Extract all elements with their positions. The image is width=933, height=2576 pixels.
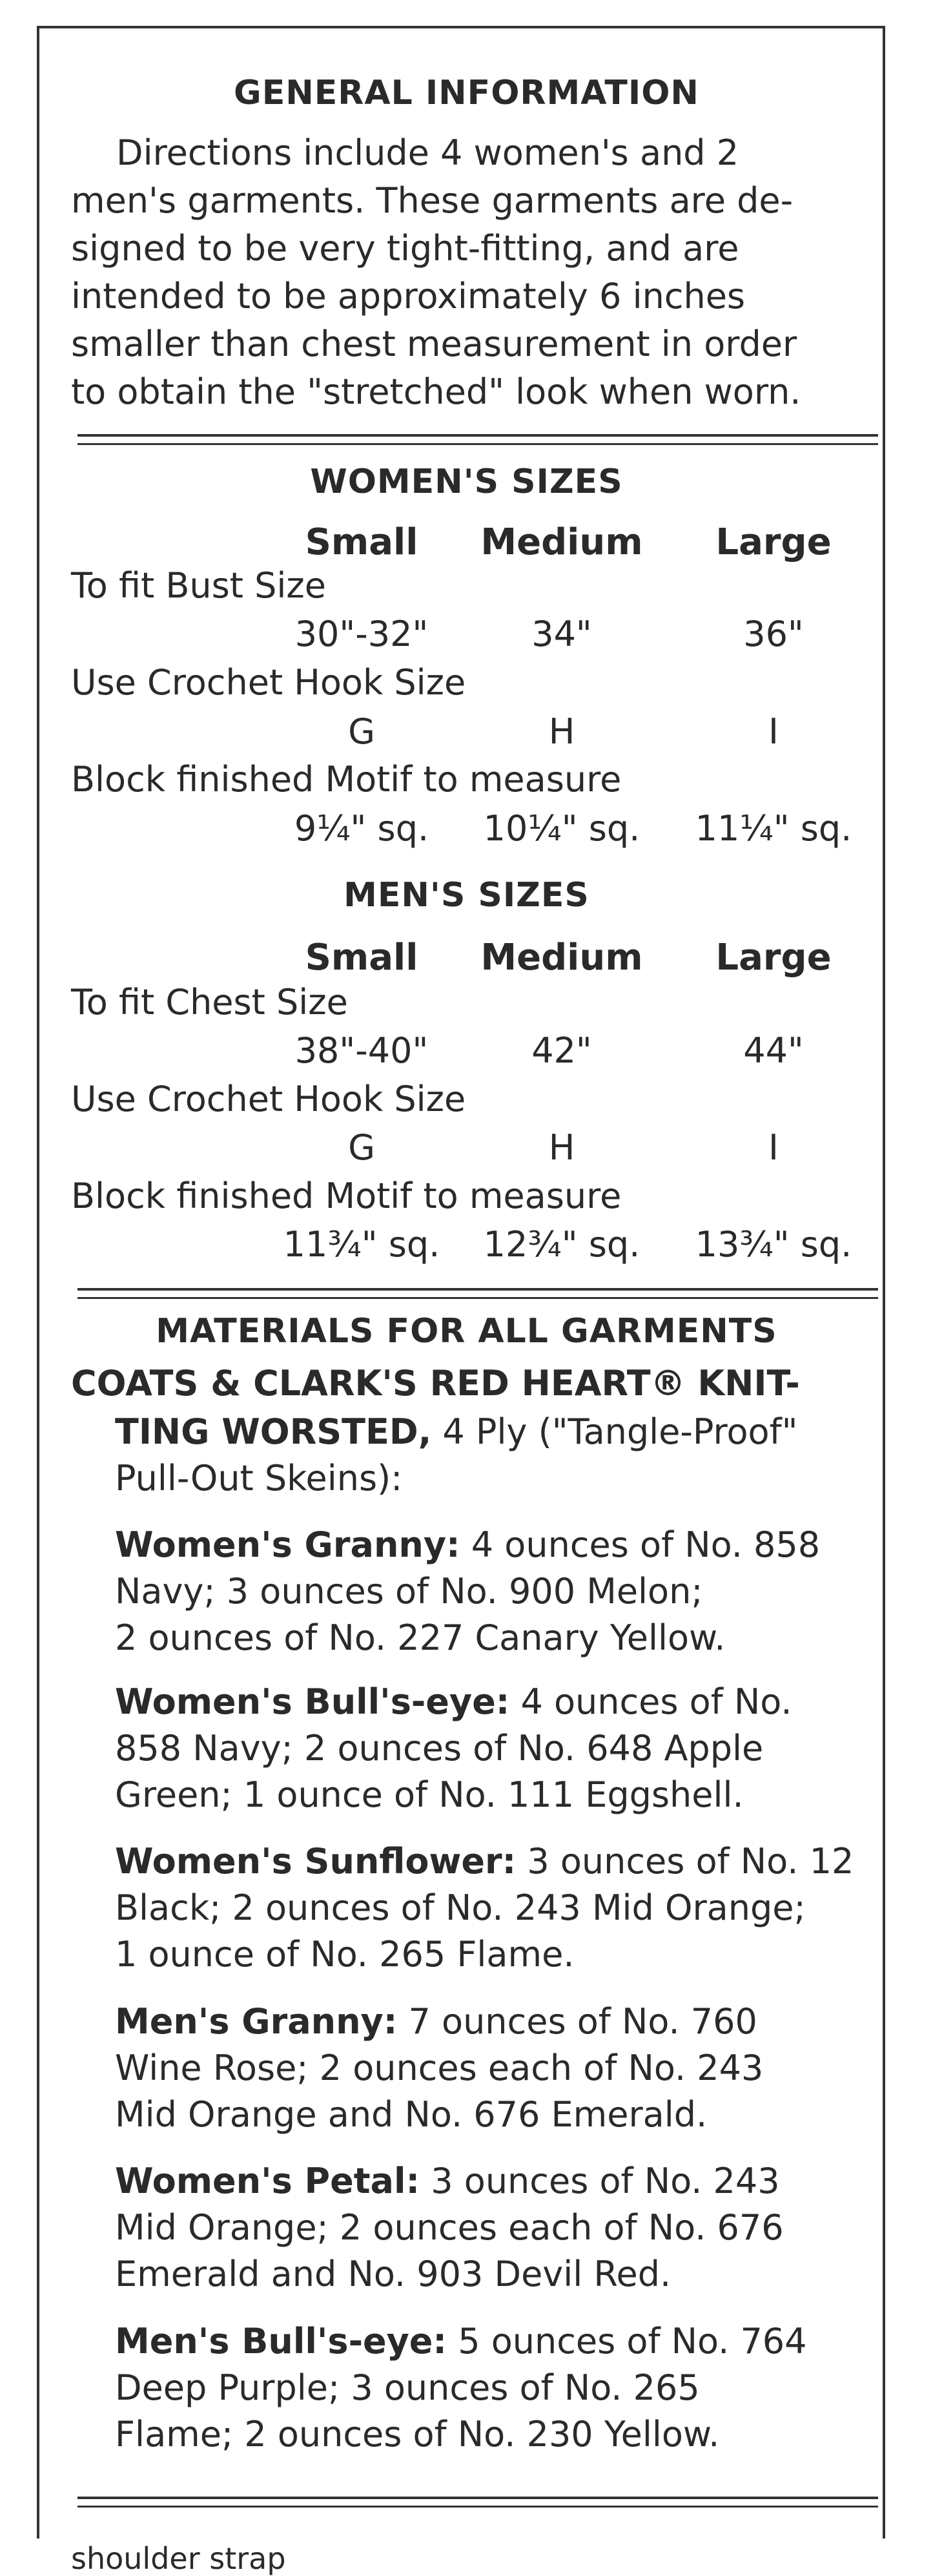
women-row-value: 36": [743, 614, 804, 654]
women-col-medium: Medium: [480, 521, 643, 563]
material-item-text: 5 ounces of No. 764: [447, 2321, 807, 2362]
men-row-value: 12¾" sq.: [483, 1224, 641, 1265]
women-row-value: 30"-32": [294, 614, 429, 654]
material-item-line: Emerald and No. 903 Devil Red.: [115, 2254, 672, 2294]
men-col-small: Small: [305, 937, 418, 979]
footer-cut-text: shoulder strap: [71, 2541, 286, 2576]
men-row-label: Block finished Motif to measure: [71, 1176, 622, 1216]
men-col-medium: Medium: [480, 937, 643, 979]
divider-rule: [77, 434, 878, 437]
general-line-5: smaller than chest measurement in order: [71, 324, 797, 364]
women-row-value: G: [348, 711, 375, 752]
men-row-value: 13¾" sq.: [695, 1224, 852, 1265]
women-row-label: Use Crochet Hook Size: [71, 662, 466, 703]
men-row-value: 42": [531, 1030, 592, 1071]
material-item-name: Men's Bull's-eye:: [115, 2321, 447, 2362]
material-item-line: Deep Purple; 3 ounces of No. 265: [115, 2367, 700, 2408]
women-row-label: To fit Bust Size: [71, 565, 326, 606]
men-col-large: Large: [715, 937, 832, 979]
divider-rule: [77, 443, 878, 445]
general-line-4: intended to be approximately 6 inches: [71, 276, 746, 317]
women-row-value: I: [768, 711, 779, 752]
material-item-line: [115, 2001, 757, 2042]
material-item-line: [115, 2321, 807, 2362]
men-row-value: 44": [743, 1030, 804, 1071]
material-item-name: Women's Granny:: [115, 1524, 460, 1565]
women-row-value: 10¼" sq.: [483, 808, 641, 849]
material-item-text: 4 ounces of No.: [509, 1681, 792, 1722]
women-row-value: 34": [531, 614, 592, 654]
material-item-name: Women's Petal:: [115, 2161, 420, 2201]
men-row-label: Use Crochet Hook Size: [71, 1079, 466, 1119]
materials-intro-1: COATS & CLARK'S RED HEART® KNIT-: [71, 1363, 800, 1404]
divider-rule: [77, 1288, 878, 1291]
men-row-value: 38"-40": [294, 1030, 429, 1071]
material-item-line: [115, 1524, 821, 1565]
divider-rule: [77, 2506, 878, 2508]
material-item-line: Wine Rose; 2 ounces each of No. 243: [115, 2048, 764, 2088]
divider-rule: [77, 1297, 878, 1299]
material-item-name: Women's Sunflower:: [115, 1841, 517, 1882]
materials-intro-3: Pull-Out Skeins):: [115, 1458, 403, 1499]
material-item-line: Navy; 3 ounces of No. 900 Melon;: [115, 1571, 703, 1612]
material-item-line: Black; 2 ounces of No. 243 Mid Orange;: [115, 1887, 806, 1928]
general-title: GENERAL INFORMATION: [234, 74, 699, 112]
men-sizes-title: MEN'S SIZES: [343, 876, 590, 915]
material-item-line: [115, 1841, 854, 1882]
women-col-large: Large: [715, 521, 832, 563]
materials-intro-brand: TING WORSTED,: [115, 1411, 432, 1452]
material-item-line: [115, 2161, 780, 2201]
materials-title: MATERIALS FOR ALL GARMENTS: [156, 1312, 777, 1351]
material-item-line: 2 ounces of No. 227 Canary Yellow.: [115, 1617, 726, 1658]
men-row-value: H: [548, 1127, 575, 1168]
men-row-label: To fit Chest Size: [71, 982, 348, 1023]
general-line-2: men's garments. These garments are de-: [71, 180, 794, 221]
women-row-label: Block finished Motif to measure: [71, 759, 622, 800]
general-line-6: to obtain the "stretched" look when worn.: [71, 371, 801, 412]
women-row-value: 9¼" sq.: [294, 808, 429, 849]
women-row-value: 11¼" sq.: [695, 808, 852, 849]
materials-intro-2: [115, 1411, 798, 1452]
material-item-name: Men's Granny:: [115, 2001, 398, 2042]
material-item-line: Green; 1 ounce of No. 111 Eggshell.: [115, 1774, 744, 1815]
men-row-value: 11¾" sq.: [283, 1224, 440, 1265]
men-row-value: I: [768, 1127, 779, 1168]
divider-rule: [77, 2497, 878, 2499]
material-item-line: 858 Navy; 2 ounces of No. 648 Apple: [115, 1728, 764, 1769]
women-col-small: Small: [305, 521, 418, 563]
material-item-text: 7 ounces of No. 760: [397, 2001, 757, 2042]
material-item-line: Flame; 2 ounces of No. 230 Yellow.: [115, 2414, 720, 2455]
material-item-text: 3 ounces of No. 243: [420, 2161, 780, 2201]
material-item-name: Women's Bull's-eye:: [115, 1681, 510, 1722]
general-line-1: Directions include 4 women's and 2: [116, 132, 739, 173]
women-row-value: H: [548, 711, 575, 752]
men-row-value: G: [348, 1127, 375, 1168]
women-sizes-title: WOMEN'S SIZES: [310, 462, 623, 501]
material-item-text: 4 ounces of No. 858: [460, 1524, 821, 1565]
material-item-line: 1 ounce of No. 265 Flame.: [115, 1934, 575, 1975]
material-item-line: [115, 1681, 792, 1722]
general-line-3: signed to be very tight-fitting, and are: [71, 228, 739, 269]
material-item-line: Mid Orange; 2 ounces each of No. 676: [115, 2207, 784, 2248]
materials-intro-ply: 4 Ply ("Tangle-Proof": [431, 1411, 798, 1452]
material-item-text: 3 ounces of No. 12: [516, 1841, 854, 1882]
material-item-line: Mid Orange and No. 676 Emerald.: [115, 2094, 708, 2135]
